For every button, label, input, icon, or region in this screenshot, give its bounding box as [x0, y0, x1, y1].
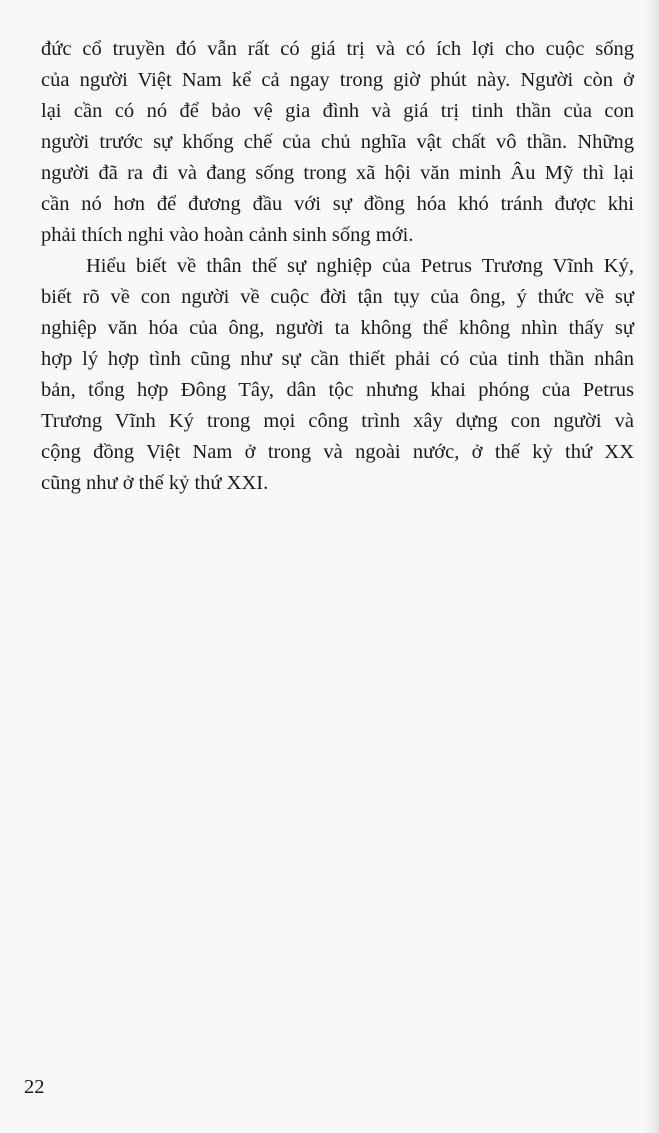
text-line: người đã ra đi và đang sống trong xã hội văn minh Âu Mỹ thì lại — [41, 162, 634, 184]
text-line: của người Việt Nam kể cả ngay trong giờ phút này. Người còn ở — [41, 69, 634, 91]
page-number: 22 — [24, 1076, 45, 1098]
text-line: biết rõ về con người về cuộc đời tận tụy của ông, ý thức về sự — [41, 286, 634, 308]
text-line: người trước sự khống chế của chủ nghĩa vật chất vô thần. Những — [41, 131, 634, 153]
paragraph-2 — [41, 251, 634, 499]
text-line: nghiệp văn hóa của ông, người ta không thể không nhìn thấy sự — [41, 317, 634, 339]
text-line: cũng như ở thế kỷ thứ XXI. — [41, 472, 269, 494]
paragraph-1 — [41, 34, 634, 251]
text-line: lại cần có nó để bảo vệ gia đình và giá trị tinh thần của con — [41, 100, 634, 122]
page-body — [41, 34, 634, 499]
text-line: cần nó hơn để đương đầu với sự đồng hóa khó tránh được khi — [41, 193, 634, 215]
text-line: bản, tổng hợp Đông Tây, dân tộc nhưng khai phóng của Petrus — [41, 379, 634, 401]
text-line: phải thích nghi vào hoàn cảnh sinh sống mới. — [41, 224, 414, 246]
text-line: Trương Vĩnh Ký trong mọi công trình xây dựng con người và — [41, 410, 634, 432]
text-line: hợp lý hợp tình cũng như sự cần thiết phải có của tinh thần nhân — [41, 348, 634, 370]
page-edge-shadow — [645, 0, 659, 1133]
text-line: cộng đồng Việt Nam ở trong và ngoài nước, ở thế kỷ thứ XX — [41, 441, 634, 463]
text-line-indented: Hiểu biết về thân thế sự nghiệp của Petrus Trương Vĩnh Ký, — [86, 255, 634, 277]
text-line: đức cổ truyền đó vẫn rất có giá trị và có ích lợi cho cuộc sống — [41, 38, 634, 60]
